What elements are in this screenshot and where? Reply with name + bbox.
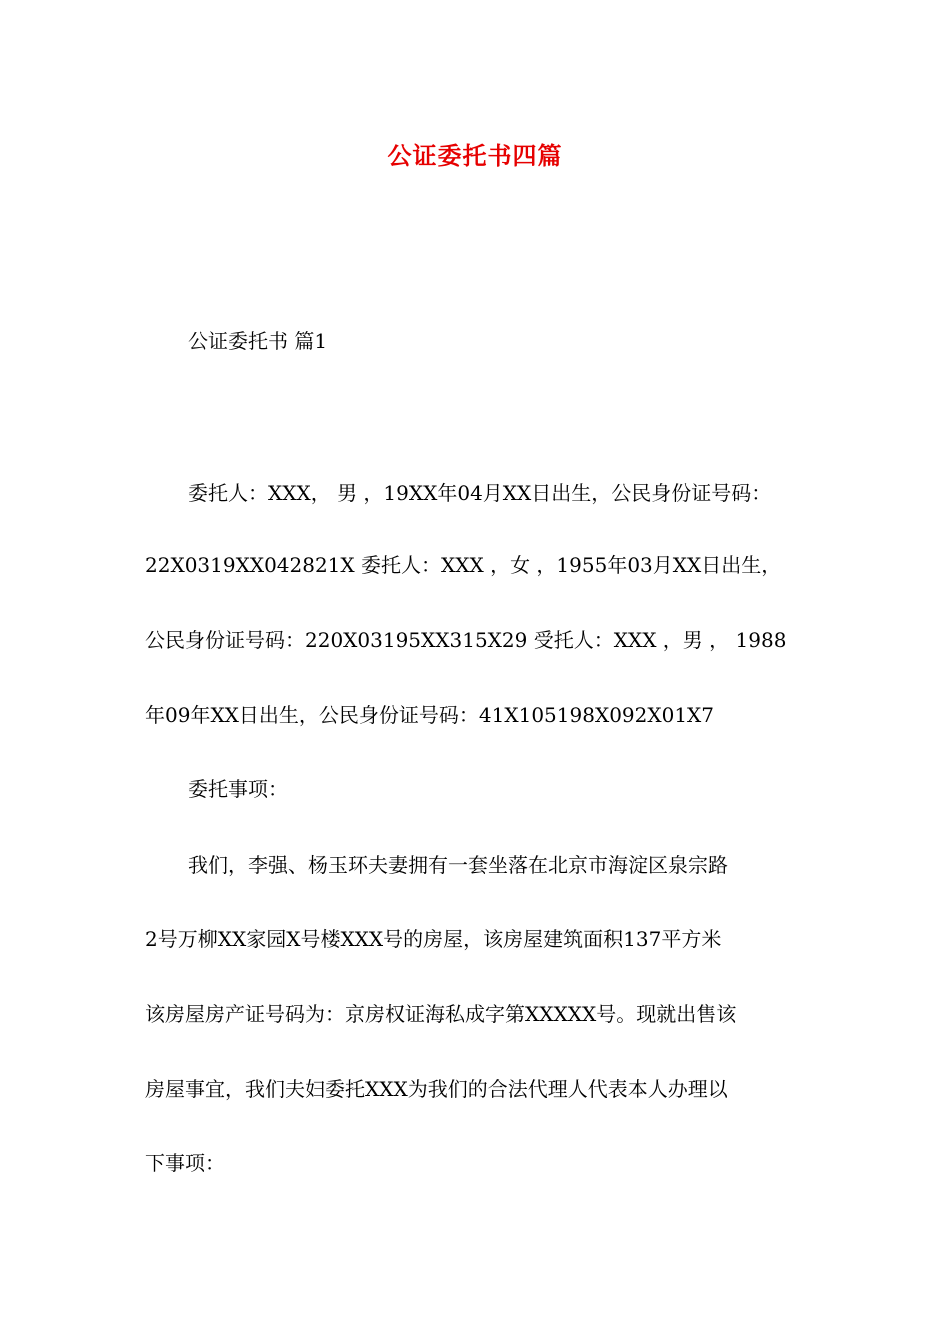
document-title: 公证委托书四篇: [387, 141, 563, 170]
body-line-9: 房屋事宜，我们夫妇委托XXX为我们的合法代理人代表本人办理以: [145, 1077, 728, 1101]
body-line-7: 2号万柳XX家园X号楼XXX号的房屋，该房屋建筑面积137平方米: [145, 927, 722, 951]
section-heading: 公证委托书 篇1: [188, 329, 328, 353]
body-line-1: 委托人：XXX， 男 ，19XX年04月XX日出生，公民身份证号码：: [188, 481, 772, 505]
body-line-5: 委托事项：: [188, 777, 288, 801]
body-line-4: 年09年XX日出生，公民身份证号码：41X105198X092X01X7: [145, 703, 715, 727]
body-line-6: 我们，李强、杨玉环夫妻拥有一套坐落在北京市海淀区泉宗路: [188, 853, 728, 877]
body-line-3: 公民身份证号码：220X03195XX315X29 受托人：XXX ，男 ， 1988: [145, 628, 787, 652]
body-line-2: 22X0319XX042821X 委托人：XXX ，女 ，1955年03月XX日出生，: [145, 553, 782, 577]
body-line-10: 下事项：: [145, 1151, 225, 1175]
body-line-8: 该房屋房产证号码为：京房权证海私成字第XXXXX号。现就出售该: [145, 1002, 737, 1026]
